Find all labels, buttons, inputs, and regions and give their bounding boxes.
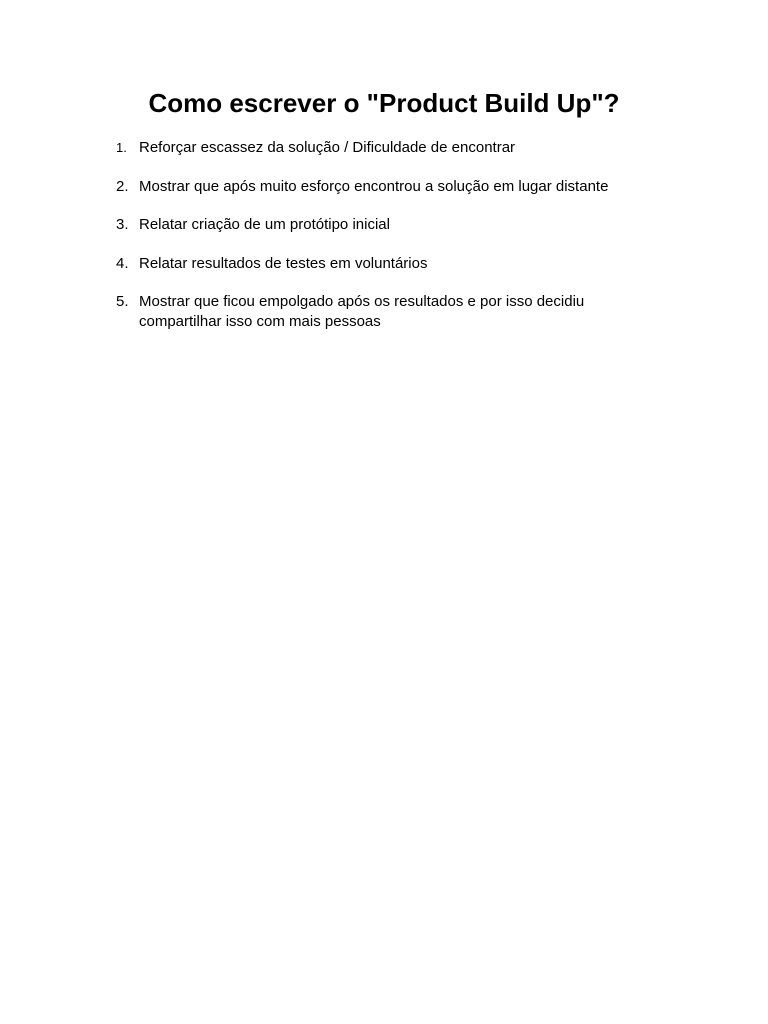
list-item-text: Relatar resultados de testes em voluntários <box>139 254 428 272</box>
list-item-number: 1. <box>116 140 127 155</box>
list-item-text: Relatar criação de um protótipo inicial <box>139 216 390 233</box>
list-item-text: Reforçar escassez da solução / Dificuldade de encontrar <box>139 139 516 156</box>
list-item <box>0 215 768 235</box>
list-item <box>0 254 768 274</box>
list-item <box>0 292 768 331</box>
list-item-text: Mostrar que ficou empolgado após os resultados e por isso decidiu compartilhar isso com mais pessoas <box>139 293 585 330</box>
list-item-number: 5. <box>116 293 129 310</box>
list-item-number: 4. <box>116 254 129 272</box>
list-item-number: 2. <box>116 177 129 195</box>
numbered-list <box>0 138 768 350</box>
page-title: Como escrever o "Product Build Up"? <box>148 88 620 118</box>
list-item <box>0 177 768 197</box>
list-item-text: Mostrar que após muito esforço encontrou a solução em lugar distante <box>139 177 609 195</box>
list-item <box>0 138 768 158</box>
list-item-number: 3. <box>116 216 129 233</box>
